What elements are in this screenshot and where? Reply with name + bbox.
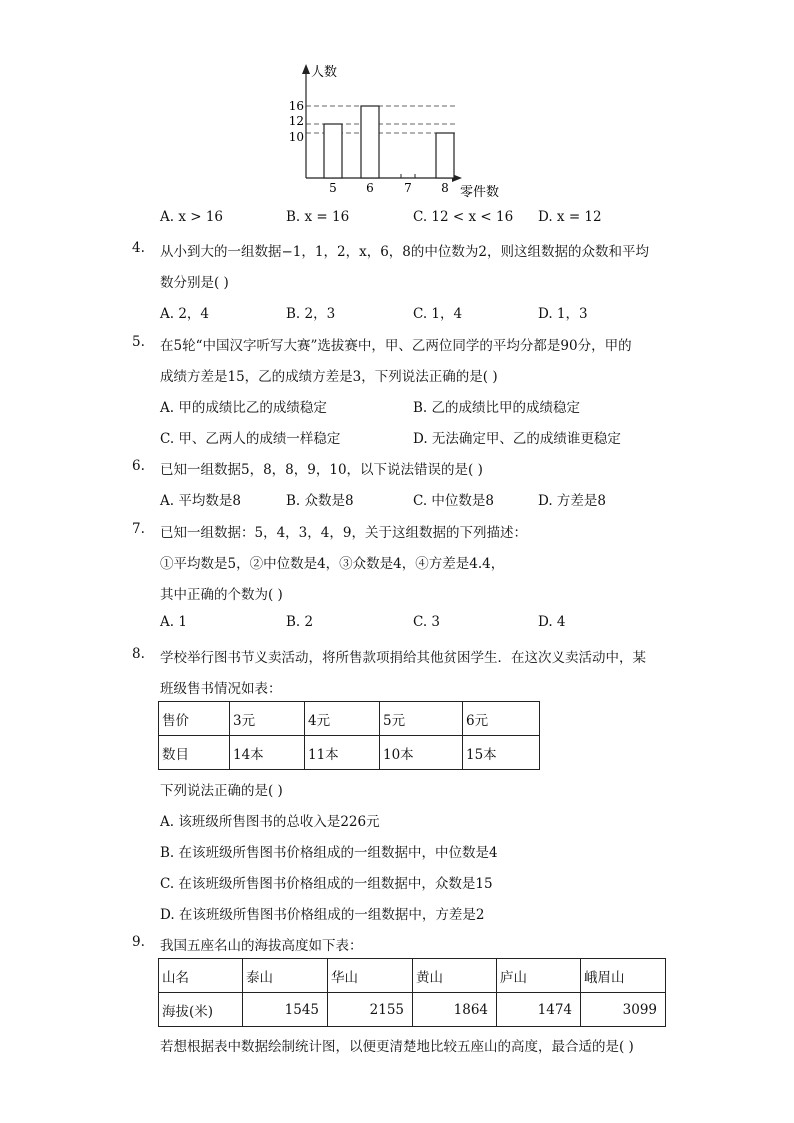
q8-stem-line3: 下列说法正确的是( ): [160, 783, 283, 799]
y-tick-label: 16: [288, 99, 304, 113]
table-cell: 11本: [305, 736, 380, 770]
q6-option-b: B. 众数是8: [286, 493, 354, 509]
histogram-chart: [280, 58, 520, 208]
table-cell: 10本: [380, 736, 463, 770]
table-row: [159, 736, 540, 770]
table-cell: 华山: [328, 959, 413, 993]
y-tick-label: 12: [288, 114, 304, 128]
table-cell: 1864: [413, 993, 497, 1027]
q4-option-b: B. 2，3: [286, 306, 336, 322]
q7-number: 7.: [132, 521, 145, 537]
table-cell: 3099: [581, 993, 666, 1027]
q8-option-d: D. 在该班级所售图书价格组成的一组数据中，方差是2: [160, 907, 485, 923]
table-cell: 售价: [159, 702, 230, 736]
histogram-bar: [361, 106, 379, 178]
y-tick-label: 10: [288, 130, 304, 144]
q4-stem-line1: 从小到大的一组数据−1，1，2，x，6，8的中位数为2，则这组数据的众数和平均: [160, 244, 649, 260]
table-cell: 6元: [463, 702, 540, 736]
table-cell: 14本: [230, 736, 305, 770]
y-axis-label: 人数: [311, 65, 338, 80]
q6-stem: 已知一组数据5，8，8，9，10，以下说法错误的是( ): [160, 462, 483, 478]
q9-number: 9.: [132, 934, 145, 950]
table-cell: 峨眉山: [581, 959, 666, 993]
table-cell: 1545: [243, 993, 328, 1027]
q5-stem-line1: 在5轮“中国汉字听写大赛”选拔赛中，甲、乙两位同学的平均分都是90分，甲的: [160, 338, 632, 354]
table-cell: 1474: [497, 993, 581, 1027]
q7-stem-line3: 其中正确的个数为( ): [160, 587, 283, 603]
q7-stem-line1: 已知一组数据：5，4，3，4，9，关于这组数据的下列描述：: [160, 525, 527, 541]
q3-option-a: A. x > 16: [160, 209, 224, 225]
q7-stem-line2: ①平均数是5，②中位数是4，③众数是4，④方差是4.4，: [160, 556, 505, 572]
table-cell: 2155: [328, 993, 413, 1027]
x-tick-label: 7: [404, 181, 412, 195]
q9-mountain-table: [158, 958, 666, 1027]
table-cell: 泰山: [243, 959, 328, 993]
q8-sales-table: [158, 701, 540, 770]
q4-option-d: D. 1，3: [538, 306, 588, 322]
q8-number: 8.: [132, 646, 145, 662]
q3-option-b: B. x = 16: [286, 209, 350, 225]
q8-stem-line1: 学校举行图书节义卖活动，将所售款项捐给其他贫困学生．在这次义卖活动中，某: [160, 650, 646, 666]
x-axis-label: 零件数: [460, 185, 500, 200]
q8-option-a: A. 该班级所售图书的总收入是226元: [160, 814, 380, 830]
table-cell: 山名: [159, 959, 243, 993]
table-cell: 数目: [159, 736, 230, 770]
q5-number: 5.: [132, 334, 145, 350]
q8-option-b: B. 在该班级所售图书价格组成的一组数据中，中位数是4: [160, 845, 498, 861]
table-row: [159, 993, 666, 1027]
x-tick-label: 8: [441, 181, 449, 195]
x-tick-label: 6: [366, 181, 374, 195]
table-row: [159, 959, 666, 993]
histogram-bar: [436, 133, 454, 178]
y-axis-arrow: [302, 64, 310, 74]
q7-option-c: C. 3: [413, 614, 441, 630]
table-cell: 4元: [305, 702, 380, 736]
q3-option-c: C. 12 < x < 16: [413, 209, 514, 225]
q4-stem-line2: 数分别是( ): [160, 275, 229, 291]
q9-stem-line1: 我国五座名山的海拔高度如下表：: [160, 938, 363, 954]
q6-option-c: C. 中位数是8: [413, 493, 495, 509]
table-cell: 3元: [230, 702, 305, 736]
q6-option-a: A. 平均数是8: [160, 493, 241, 509]
q8-stem-line2: 班级售书情况如表：: [160, 681, 282, 697]
q6-option-d: D. 方差是8: [538, 493, 607, 509]
q5-option-d: D. 无法确定甲、乙的成绩谁更稳定: [413, 431, 621, 447]
histogram-bar: [324, 124, 342, 178]
q5-stem-line2: 成绩方差是15，乙的成绩方差是3，下列说法正确的是( ): [160, 369, 498, 385]
q5-option-c: C. 甲、乙两人的成绩一样稳定: [160, 431, 341, 447]
table-cell: 庐山: [497, 959, 581, 993]
q7-option-a: A. 1: [160, 614, 187, 630]
q4-option-c: C. 1，4: [413, 306, 463, 322]
q3-option-d: D. x = 12: [538, 209, 602, 225]
q6-number: 6.: [132, 458, 145, 474]
table-cell: 5元: [380, 702, 463, 736]
q5-option-b: B. 乙的成绩比甲的成绩稳定: [413, 400, 581, 416]
q9-stem-line2: 若想根据表中数据绘制统计图，以便更清楚地比较五座山的高度，最合适的是( ): [160, 1039, 634, 1055]
table-row: [159, 702, 540, 736]
x-tick-label: 5: [329, 181, 337, 195]
q7-option-d: D. 4: [538, 614, 566, 630]
table-cell: 海拔(米): [159, 993, 243, 1027]
q4-option-a: A. 2，4: [160, 306, 210, 322]
q4-number: 4.: [132, 240, 145, 256]
q8-option-c: C. 在该班级所售图书价格组成的一组数据中，众数是15: [160, 876, 493, 892]
q7-option-b: B. 2: [286, 614, 314, 630]
q5-option-a: A. 甲的成绩比乙的成绩稳定: [160, 400, 327, 416]
table-cell: 黄山: [413, 959, 497, 993]
table-cell: 15本: [463, 736, 540, 770]
